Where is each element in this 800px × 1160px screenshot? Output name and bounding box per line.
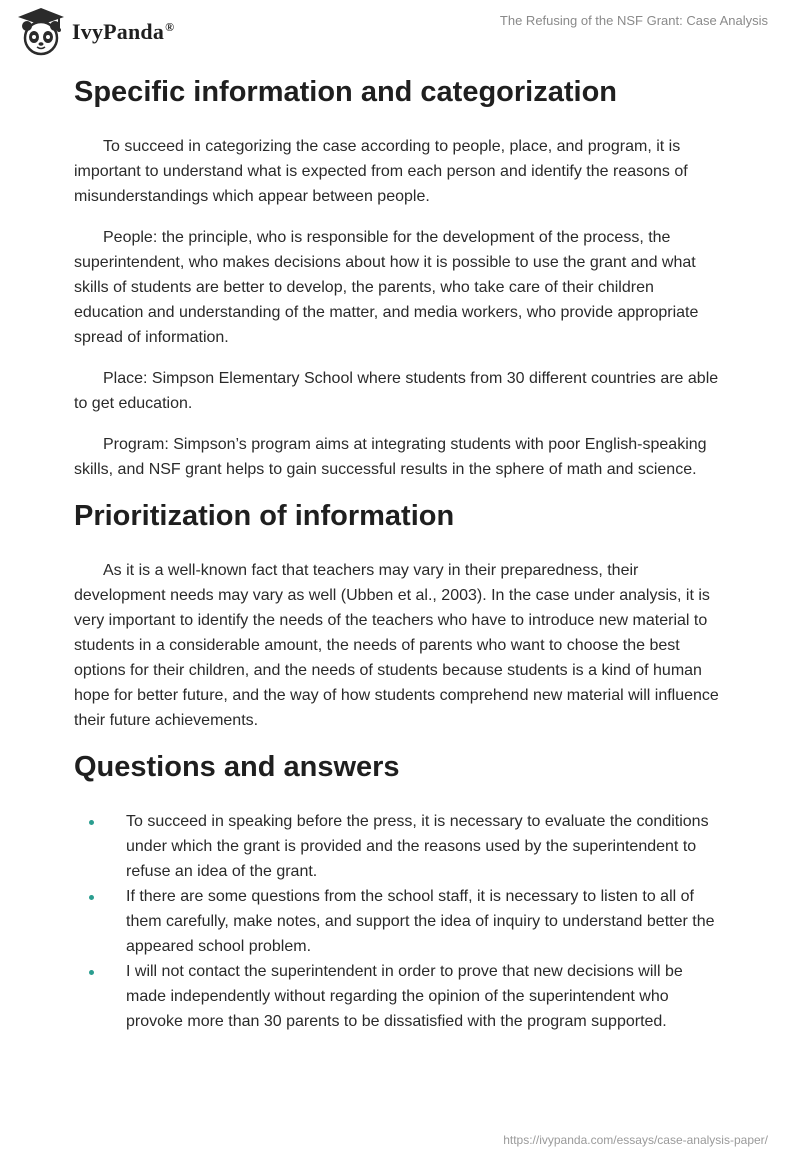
paragraph: Program: Simpson’s program aims at integrating students with poor English-speaking skills, and NSF grant helps to gain successful results in the sphere of math and science. [74,436,707,478]
paragraph: People: the principle, who is responsible for the development of the process, the superintendent, who makes decisions about how it is possible to use the grant and what skills of students are better to develop, the parents, who take care of their children education and understanding of the matter, and media workers, who provide appropriate spread of information. [74,229,699,346]
ivypanda-logo[interactable] [14,6,174,58]
list-item [74,959,726,1034]
answers-list [74,809,726,1034]
brand-name: IvyPanda® [72,19,175,44]
section-heading-questions: Questions and answers [74,751,400,783]
essay-body [74,70,726,1034]
source-url-link[interactable]: https://ivypanda.com/essays/case-analysis-paper/ [503,1133,768,1147]
bullet-icon [89,895,94,900]
section-heading-prioritization: Prioritization of information [74,500,455,532]
list-item-text: To succeed in speaking before the press, it is necessary to evaluate the conditions under which the grant is provided and the reasons used by the superintendent to refuse an idea of the grant. [126,813,709,880]
paragraph: Place: Simpson Elementary School where students from 30 different countries are able to get education. [74,370,719,412]
panda-graduate-icon [14,6,68,58]
bullet-icon [89,820,94,825]
running-title: The Refusing of the NSF Grant: Case Analysis [499,13,768,28]
page-header [0,0,800,62]
section-heading-categorization: Specific information and categorization [74,76,618,108]
list-item [74,884,726,959]
list-item-text: If there are some questions from the school staff, it is necessary to listen to all of them carefully, make notes, and support the idea of inquiry to understand better the appeared school problem. [126,888,715,955]
paragraph: As it is a well-known fact that teachers may vary in their preparedness, their development needs may vary as well (Ubben et al., 2003). In the case under analysis, it is very important to identify the needs of the teachers who have to introduce new material to students in a considerable amount, the needs of parents who want to choose the best options for their children, and the needs of students because students is a kind of human hope for better future, and the way of how students comprehend new material will influence their future achievements. [74,562,719,729]
list-item [74,809,726,884]
paragraph: To succeed in categorizing the case according to people, place, and program, it is important to understand what is expected from each person and identify the reasons of misunderstandings which appear between people. [74,138,688,205]
bullet-icon [89,970,94,975]
list-item-text: I will not contact the superintendent in order to prove that new decisions will be made independently without regarding the opinion of the superintendent who provoke more than 30 parents to be dissatisfied with the program supported. [126,963,683,1030]
